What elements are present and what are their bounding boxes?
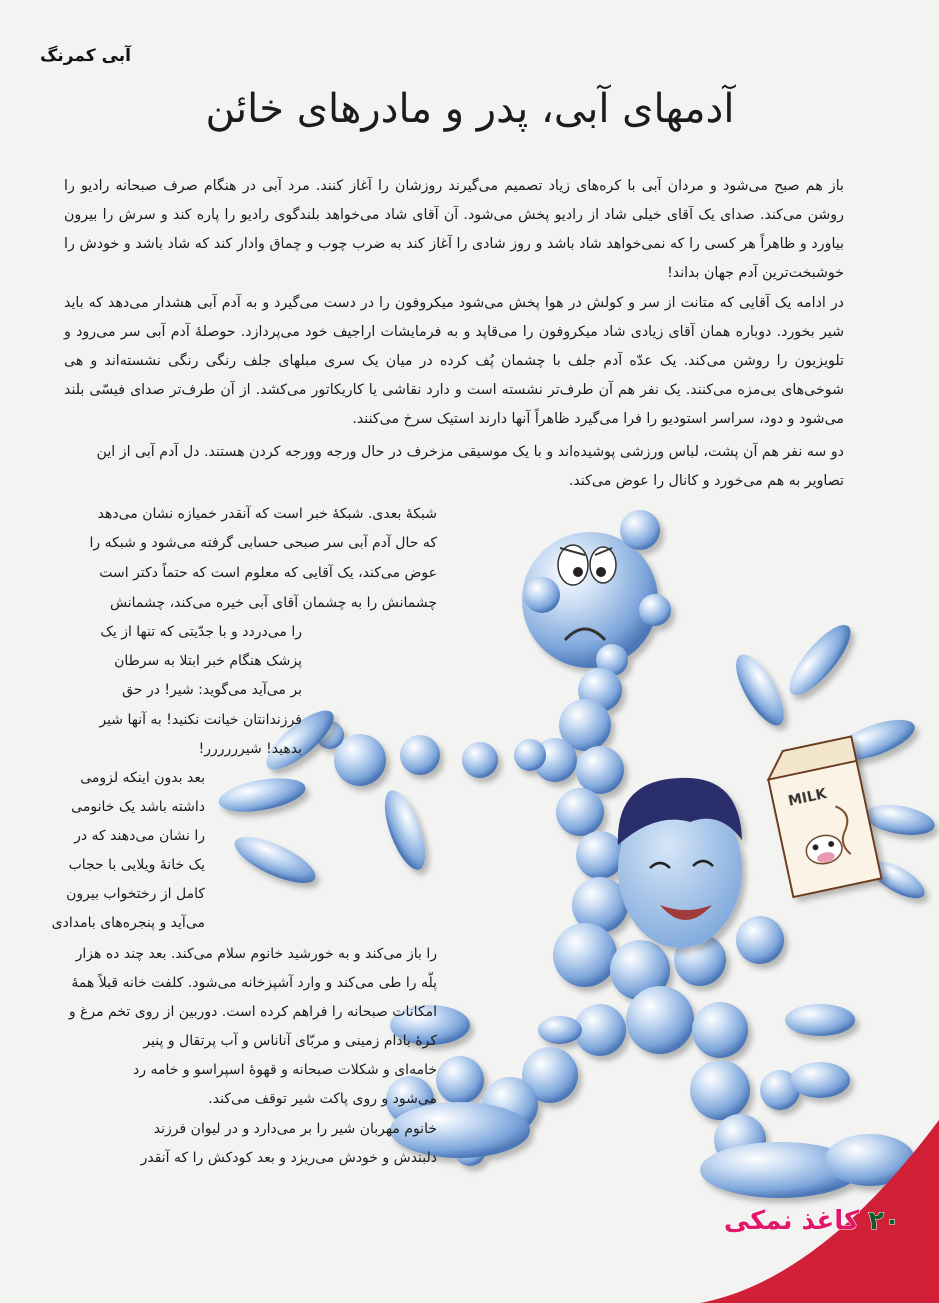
boy-face xyxy=(618,778,742,948)
column-text-line: بدهید! شیرررررر! xyxy=(198,741,302,757)
column-text-line: دلبندش و خودش می‌ریزد و بعد کودکش را که آنقدر xyxy=(140,1150,437,1166)
column-text-line: خامه‌ای و شکلات صبحانه و قهوهٔ اسپراسو و خامه رد xyxy=(133,1062,437,1078)
column-text-line: پزشک هنگام خبر ابتلا به سرطان xyxy=(114,653,302,669)
column-text-line: داشته باشد یک خانومی xyxy=(71,799,205,815)
column-text-line: بعد بدون اینکه لزومی xyxy=(80,770,205,786)
article-title: آدمهای آبی، پدر و مادرهای خائن xyxy=(205,86,735,132)
column-text-line: خانوم مهربان شیر را بر می‌دارد و در لیوان فرزند xyxy=(153,1121,437,1137)
page-footer xyxy=(700,1206,900,1236)
column-text-line: چشمانش را به چشمان آقای آبی خیره می‌کند، چشمانش xyxy=(109,595,437,611)
paragraph-2: در ادامه یک آقایی که متانت از سر و کولش در هوا پخش می‌شود میکروفون را در دست می‌گیرد و به آدم آبی هشدار می‌دهد که باید شیر بخورد. دوباره همان آقای زیادی شاد میکروفون را می‌قاپد و به فرمایشات اراجیف خود می‌پردازد. حوصلهٔ آدم آبی سر می‌رود و تلویزیون را روشن می‌کند. یک عدّه آدم جلف با چشمان پُف کرده در میان یک سری مبلهای جلف رنگی رنگی نشسته‌اند و هی شوخی‌های بی‌مزه می‌کنند. یک نفر هم آن طرف‌تر نشسته است و دارد نقاشی یا کاریکاتور می‌کشد. از آن طرف‌تر صدای فیسّی بلند می‌شود و دود، سراسر استودیو را فرا می‌گیرد ظاهراً آنها دارند استیک سرخ می‌کنند. xyxy=(64,295,844,427)
page-number: ۲۰ xyxy=(868,1206,900,1236)
column-text-line: یک خانهٔ ویلایی با حجاب xyxy=(68,857,205,873)
column-text-line: را نشان می‌دهند که در xyxy=(74,828,205,844)
column-text-line: امکانات صبحانه را فراهم کرده است. دوربین از روی تخم مرغ و xyxy=(68,1004,437,1020)
column-text-line: عوض می‌کند، یک آقایی که معلوم است که حتماً دکتر است xyxy=(99,565,437,581)
column-text-line: فرزندانتان خیانت نکنید! به آنها شیر xyxy=(99,712,302,728)
column-text-line: کرهٔ بادام زمینی و مربّای آناناس و آب پرتقال و پنیر xyxy=(143,1033,437,1049)
column-text-line: می‌شود و روی پاکت شیر توقف می‌کند. xyxy=(208,1091,437,1107)
column-text-line: را باز می‌کند و به خورشید خانوم سلام می‌کند. بعد چند ده هزار xyxy=(75,946,437,962)
paragraph-1: باز هم صبح می‌شود و مردان آبی با کره‌های زیاد تصمیم می‌گیرند روزشان را آغاز کنند. مرد آبی در هنگام صرف صبحانه رادیو را روشن می‌کند. صدای یک آقای خیلی شاد از رادیو پخش می‌شود. آن آقای شاد می‌خواهد بلندگوی رادیو را پاره کند و سرش را بیرون بیاورد و ظاهراً هر کسی را که نمی‌خواهد شاد باشد و روز شادی را آغاز کند به ضرب چوب و چماق وادار کند که شاد باشد و خودش را خوشبخت‌ترین آدم جهان بداند! xyxy=(64,178,844,281)
column-text-line: که حال آدم آبی سر صبحی حسابی گرفته می‌شود و شبکه را xyxy=(89,535,437,551)
milk-carton xyxy=(763,736,881,897)
column-text-line: را می‌دردد و با جدّیتی که تنها از یک xyxy=(100,624,302,640)
column-text-line: می‌آید و پنجره‌های بامدادی xyxy=(51,915,205,931)
column-text-line: پلّه را طی می‌کند و وارد آشپزخانه می‌شود. کلفت خانه قبلاً همهٔ xyxy=(71,975,437,991)
paragraph-3: دو سه نفر هم آن پشت، لباس ورزشی پوشیده‌اند و با یک موسیقی مزخرف در حال ورجه وورجه کردن هستند. دل آدم آبی از این xyxy=(96,444,844,460)
column-text-line: شبکهٔ بعدی. شبکهٔ خبر است که آنقدر خمیازه نشان می‌دهد xyxy=(97,506,437,522)
column-text-line: بر می‌آید می‌گوید: شیر! در حق xyxy=(122,682,302,698)
paragraph-3-continued: تصاویر به هم می‌خورد و کانال را عوض می‌کند. xyxy=(568,473,844,489)
magazine-name: کاغذ نمکی xyxy=(723,1206,860,1236)
column-text-line: کامل از رختخواب بیرون xyxy=(66,886,205,902)
author-name: آبی کمرنگ xyxy=(40,46,131,66)
milk-carton-label: MILK xyxy=(786,786,829,810)
